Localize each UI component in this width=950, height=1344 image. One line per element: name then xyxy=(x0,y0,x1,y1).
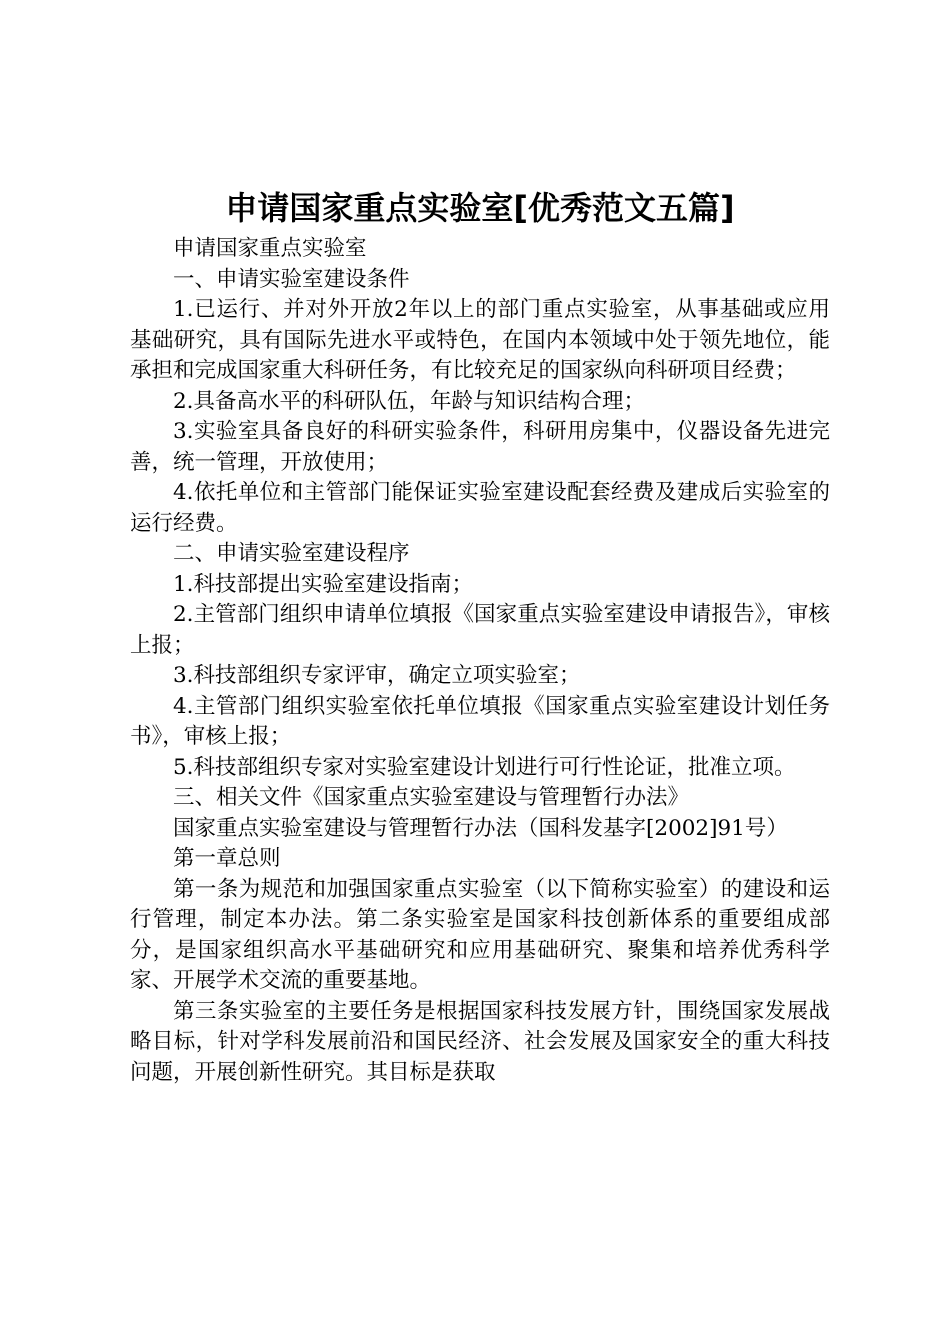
paragraph: 3.科技部组织专家评审，确定立项实验室； xyxy=(173,663,581,688)
paragraph: 3.实验室具备良好的科研实验条件，科研用房集中，仪器设备先进完善，统一管理，开放使用； xyxy=(130,419,830,475)
document-page xyxy=(130,186,830,1088)
paragraph: 第一条为规范和加强国家重点实验室（以下简称实验室）的建设和运行管理，制定本办法。第二条实验室是国家科技创新体系的重要组成部分，是国家组织高水平基础研究和应用基础研究、聚集和培养优秀科学家、开展学术交流的重要基地。 xyxy=(130,876,830,993)
chapter-heading: 第一章总则 xyxy=(173,846,281,871)
paragraph: 4.主管部门组织实验室依托单位填报《国家重点实验室建设计划任务书》，审核上报； xyxy=(130,693,830,749)
paragraph: 2.具备高水平的科研队伍，年龄与知识结构合理； xyxy=(173,388,646,414)
section-heading: 三、相关文件《国家重点实验室建设与管理暂行办法》 xyxy=(173,785,690,810)
document-title: 申请国家重点实验室[优秀范文五篇] xyxy=(225,189,735,227)
paragraph: 5.科技部组织专家对实验室建设计划进行可行性论证，批准立项。 xyxy=(173,754,796,780)
document-body xyxy=(130,234,830,1088)
paragraph: 2.主管部门组织申请单位填报《国家重点实验室建设申请报告》，审核上报； xyxy=(130,602,830,658)
paragraph: 1.科技部提出实验室建设指南； xyxy=(173,571,474,597)
paragraph: 申请国家重点实验室 xyxy=(173,236,367,261)
paragraph: 1.已运行、并对外开放2年以上的部门重点实验室，从事基础或应用基础研究，具有国际先进水平或特色，在国内本领域中处于领先地位，能承担和完成国家重大科研任务，有比较充足的国家纵向科研项目经费； xyxy=(130,297,830,383)
section-heading: 一、申请实验室建设条件 xyxy=(173,266,410,292)
paragraph: 4.依托单位和主管部门能保证实验室建设配套经费及建成后实验室的运行经费。 xyxy=(130,480,830,536)
paragraph: 第三条实验室的主要任务是根据国家科技发展方针，围绕国家发展战略目标，针对学科发展前沿和国民经济、社会发展及国家安全的重大科技问题，开展创新性研究。其目标是获取 xyxy=(130,998,830,1085)
paragraph: 国家重点实验室建设与管理暂行办法（国科发基字[2002]91号） xyxy=(173,815,788,841)
section-heading: 二、申请实验室建设程序 xyxy=(173,541,410,566)
